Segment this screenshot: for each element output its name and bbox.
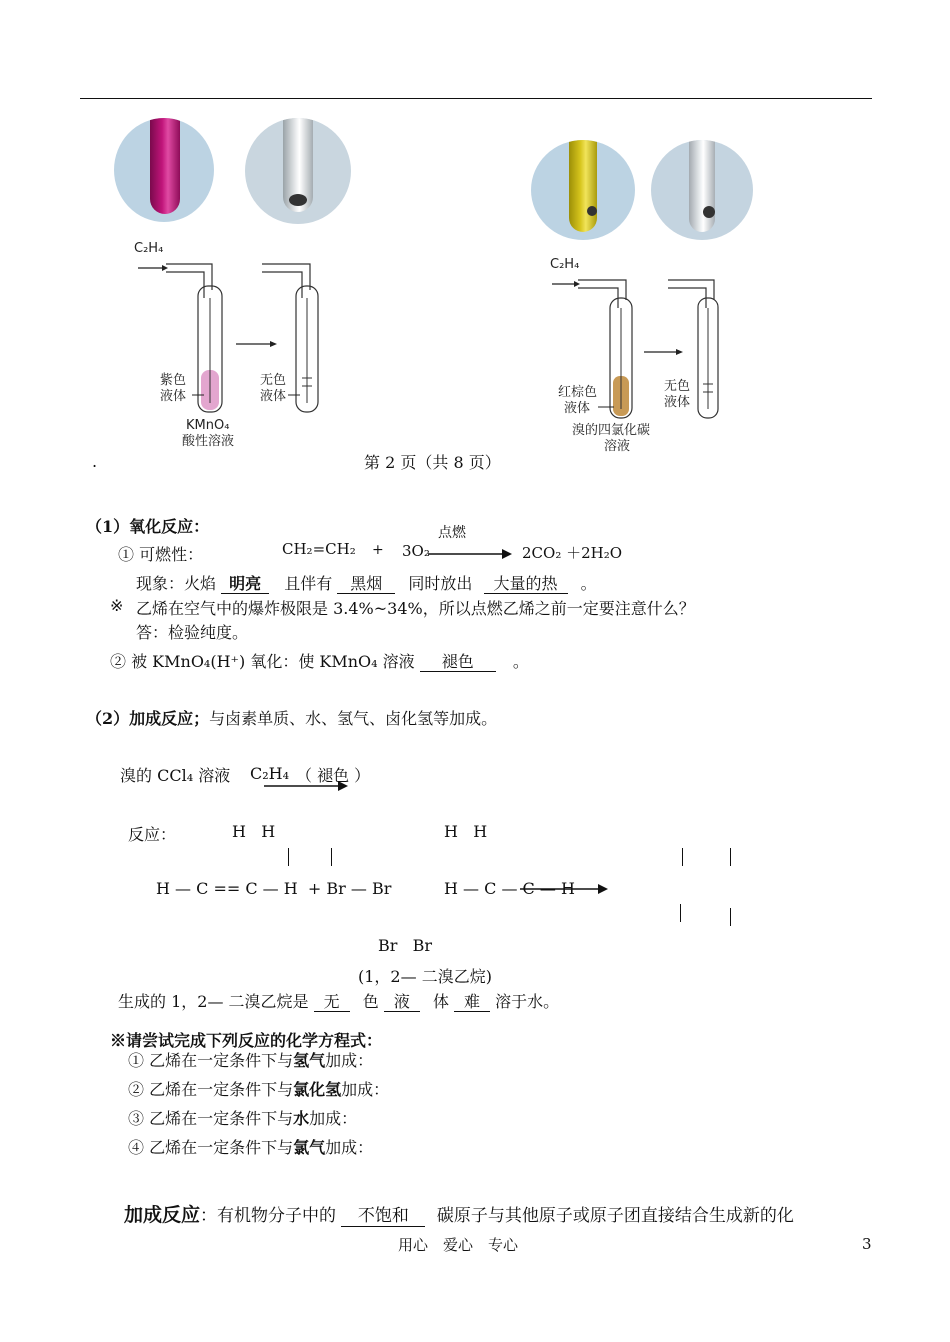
combustion-products: 2CO₂ ＋2H₂O xyxy=(522,544,623,562)
exercise-suffix: 加成： xyxy=(325,1051,374,1070)
header-rule xyxy=(80,98,872,99)
exercise-reagent: 氯气 xyxy=(293,1138,326,1157)
exercise-suffix: 加成： xyxy=(341,1080,390,1099)
plus-sign: + xyxy=(372,542,384,558)
combustibility-label: ① 可燃性： xyxy=(118,545,204,564)
ethylene-formula: CH₂=CH₂ xyxy=(282,540,356,558)
colorless-right-label-1: 无色 xyxy=(664,379,691,394)
phenomenon-prefix: 现象：火焰 xyxy=(136,574,217,593)
blank-bright: 明亮 xyxy=(221,575,269,594)
exercise-suffix: 加成： xyxy=(325,1138,374,1157)
product-mid1: 色 xyxy=(362,992,379,1011)
kmno4-oxidation-prefix: ② 被 KMnO₄(H⁺) 氧化：使 KMnO₄ 溶液 xyxy=(110,652,415,671)
kmno4-apparatus-diagram xyxy=(120,238,380,452)
addition-definition xyxy=(124,1200,794,1227)
bromine-arrow xyxy=(264,780,348,792)
stray-dot: . xyxy=(92,452,98,471)
phenomenon-line xyxy=(136,571,597,594)
kmno4-oxidation-line xyxy=(110,649,529,672)
blank-hard: 难 xyxy=(454,993,490,1012)
exercise-item-3 xyxy=(128,1106,357,1129)
phenomenon-end: 。 xyxy=(580,574,597,593)
hydrogens-right: H H xyxy=(444,822,488,841)
kmno4-oxidation-end: 。 xyxy=(512,652,529,671)
bromine-reagent: C₂H₄ xyxy=(250,764,290,783)
red-brown-label-1: 红棕色 xyxy=(558,385,598,400)
footer-page-number: 3 xyxy=(862,1235,872,1253)
bromine-ccl4-label: 溴的四氯化碳 xyxy=(572,423,651,438)
purple-solution-photo xyxy=(114,118,214,222)
kmno4-note: 酸性溶液 xyxy=(182,434,235,449)
blank-heat: 大量的热 xyxy=(484,575,568,594)
exercise-heading: ※请尝试完成下列反应的化学方程式： xyxy=(110,1031,383,1050)
colorless-liquid-label-2: 液体 xyxy=(260,389,287,404)
product-end: 溶于水。 xyxy=(495,992,560,1011)
exercise-prefix: ① 乙烯在一定条件下与 xyxy=(128,1051,294,1070)
bromine-ccl4-text: 溴的 CCl₄ 溶液 xyxy=(120,766,231,785)
ethylene-structure-equation: H — C == C — H + Br — Br xyxy=(156,879,392,898)
red-brown-label-2: 液体 xyxy=(564,401,591,416)
colorless-liquid-label-1: 无色 xyxy=(260,373,287,388)
addition-heading-bold: （2）加成反应； xyxy=(86,709,210,728)
page-caption: 第 2 页（共 8 页） xyxy=(364,453,501,472)
colorless-solution-photo xyxy=(245,118,351,224)
gas-label: C₂H₄ xyxy=(134,241,164,256)
product-mid2: 体 xyxy=(432,992,449,1011)
product-structure: H — C — C — H xyxy=(444,879,575,898)
reaction-arrow xyxy=(428,548,512,560)
bond-line xyxy=(730,908,731,926)
addition-heading xyxy=(86,706,497,729)
yellow-solution-photo xyxy=(531,140,635,240)
exercise-prefix: ④ 乙烯在一定条件下与 xyxy=(128,1138,294,1157)
exercise-reagent: 水 xyxy=(293,1109,310,1128)
colorless-right-label-2: 液体 xyxy=(664,395,691,410)
bond-line xyxy=(288,848,289,866)
exercise-reagent: 氯化氢 xyxy=(293,1080,342,1099)
hydrogens-left: H H xyxy=(232,822,276,841)
blank-smoke: 黑烟 xyxy=(337,575,395,594)
purple-liquid-label-2: 液体 xyxy=(160,389,187,404)
note-mark: ※ xyxy=(110,596,124,615)
bromine-apparatus-diagram xyxy=(548,254,738,454)
bromine-atoms: Br Br xyxy=(378,936,433,955)
bromine-ccl4-note: 溶液 xyxy=(604,439,631,454)
definition-term: 加成反应 xyxy=(124,1204,201,1226)
definition-suffix: 碳原子与其他原子或原子团直接结合生成新的化 xyxy=(436,1206,794,1226)
addition-arrow xyxy=(520,883,608,895)
blank-unsaturated: 不饱和 xyxy=(341,1207,425,1227)
blank-liquid: 液 xyxy=(384,993,420,1012)
oxidation-heading: （1）氧化反应： xyxy=(86,517,210,536)
bond-line xyxy=(680,904,681,922)
product-property-line xyxy=(118,989,559,1012)
exercise-prefix: ③ 乙烯在一定条件下与 xyxy=(128,1109,294,1128)
exercise-item-4 xyxy=(128,1135,373,1158)
kmno4-label: KMnO₄ xyxy=(186,418,230,433)
bond-line xyxy=(682,848,683,866)
product-name: (1，2— 二溴乙烷) xyxy=(358,967,492,986)
exercise-suffix: 加成： xyxy=(309,1109,358,1128)
footer-motto: 用心 爱心 专心 xyxy=(398,1236,519,1254)
answer-text: 答：检验纯度。 xyxy=(136,623,249,642)
exercise-reagent: 氢气 xyxy=(293,1051,326,1070)
bond-line xyxy=(730,848,731,866)
product-prefix: 生成的 1，2— 二溴乙烷是 xyxy=(118,992,309,1011)
blank-fade: 褪色 xyxy=(420,653,496,672)
exercise-prefix: ② 乙烯在一定条件下与 xyxy=(128,1080,294,1099)
explosion-limit-question: 乙烯在空气中的爆炸极限是 3.4%~34%，所以点燃乙烯之前一定要注意什么？ xyxy=(136,599,695,618)
phenomenon-mid1: 且伴有 xyxy=(284,574,333,593)
purple-liquid-label-1: 紫色 xyxy=(160,373,187,388)
bromine-result: （ 褪色 ） xyxy=(296,766,371,785)
definition-prefix: ：有机物分子中的 xyxy=(200,1206,337,1226)
addition-heading-rest: 与卤素单质、水、氢气、卤化氢等加成。 xyxy=(209,709,498,728)
clear-solution-photo xyxy=(651,140,753,240)
blank-colorless: 无 xyxy=(314,993,350,1012)
gas-label: C₂H₄ xyxy=(550,257,580,272)
oxygen-formula: 3O₂ xyxy=(402,542,430,560)
ignition-condition: 点燃 xyxy=(438,525,466,541)
bond-line xyxy=(331,848,332,866)
phenomenon-mid2: 同时放出 xyxy=(408,574,473,593)
exercise-item-2 xyxy=(128,1077,389,1100)
exercise-item-1 xyxy=(128,1048,373,1071)
reaction-label: 反应： xyxy=(128,825,177,844)
